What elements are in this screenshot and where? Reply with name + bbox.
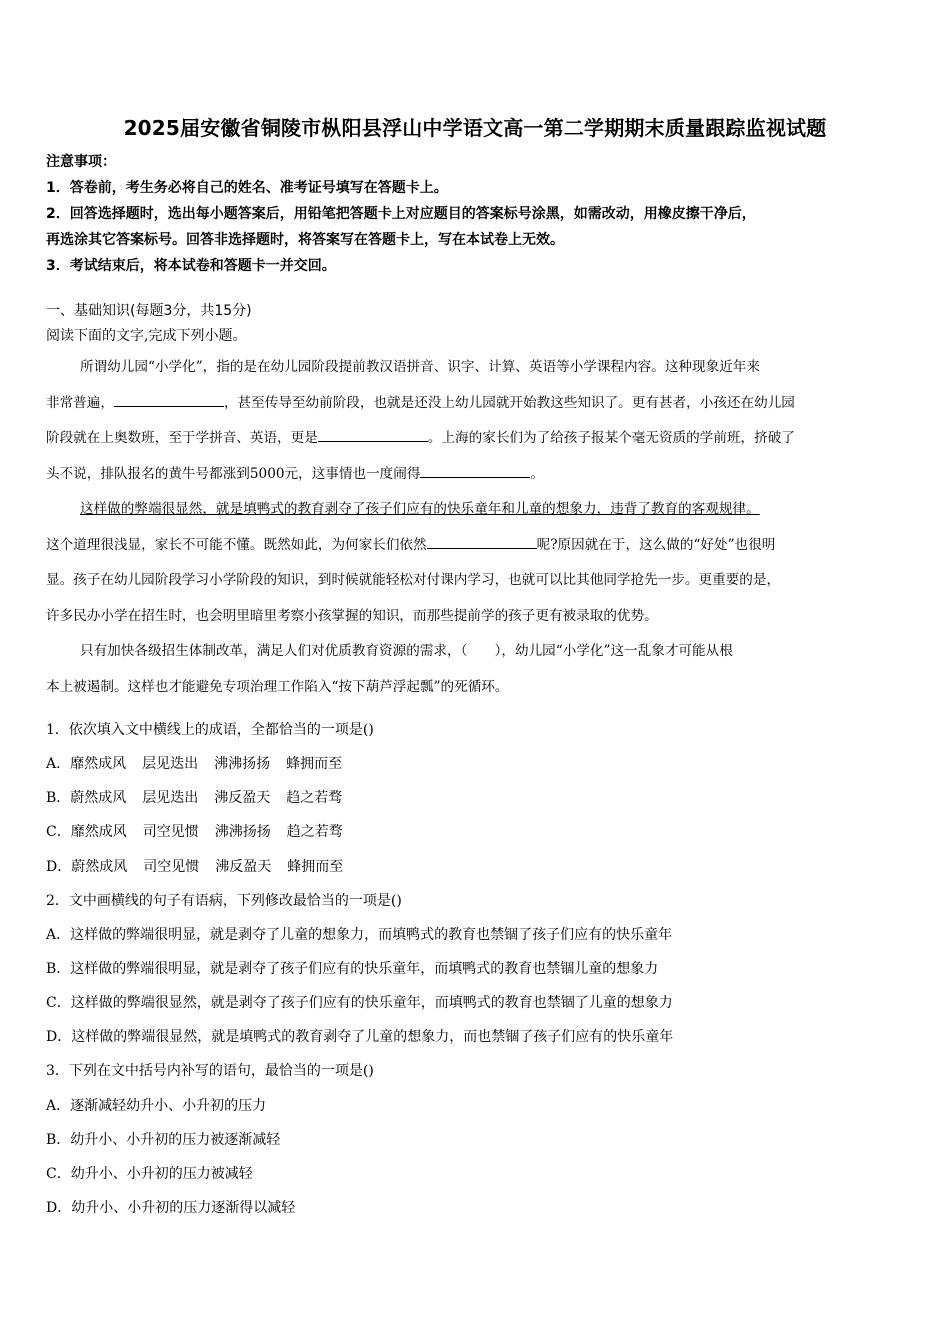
passage-text: 非常普遍， xyxy=(46,394,114,411)
option-part: 沸沸扬扬 xyxy=(214,756,271,772)
question-2-option-d xyxy=(46,1026,914,1048)
option-part: 蔚然成风 xyxy=(71,859,128,875)
option-part: 蜂拥而至 xyxy=(286,756,343,772)
option-text: 幼升小、小升初的压力被减轻 xyxy=(70,1166,253,1182)
underlined-sentence: 这样做的弊端很显然，就是填鸭式的教育剥夺了孩子们应有的快乐童年和儿童的想象力，违背了教育的客观规律。 xyxy=(80,501,760,517)
option-label: B． xyxy=(46,1132,71,1148)
section-heading: 一、基础知识(每题3分，共15分) xyxy=(46,303,252,319)
notice-block xyxy=(46,149,916,279)
question-1-option-d xyxy=(46,856,914,878)
option-part: 靡然成风 xyxy=(70,756,127,772)
fill-blank-1 xyxy=(114,392,224,407)
passage-line xyxy=(46,492,914,528)
question-3-option-d xyxy=(46,1197,914,1219)
passage-text: 。上海的家长们为了给孩子报某个毫无资质的学前班，挤破了 xyxy=(427,430,795,446)
question-1-stem: 1．依次填入文中横线上的成语，全都恰当的一项是() xyxy=(46,722,374,738)
option-part: 司空见惯 xyxy=(143,859,200,875)
passage-text: 阶段就在上奥数班，至于学拼音、英语，更是 xyxy=(46,430,318,446)
question-3-option-c xyxy=(46,1163,914,1185)
page-title: 2025届安徽省铜陵市枞阳县浮山中学语文高一第二学期期末质量跟踪监视试题 xyxy=(123,116,827,140)
option-label: C． xyxy=(46,995,71,1011)
passage-line: 所谓幼儿园“小学化”，指的是在幼儿园阶段提前教汉语拼音、识字、计算、英语等小学课程内容。这种现象近年来 xyxy=(80,359,760,375)
question-1-option-c xyxy=(46,821,914,843)
fill-blank-4 xyxy=(427,534,537,549)
option-label: B． xyxy=(46,961,71,977)
option-label: C． xyxy=(46,824,71,840)
option-part: 沸反盈天 xyxy=(214,790,271,806)
option-text: 这样做的弊端很明显，就是剥夺了孩子们应有的快乐童年，而填鸭式的教育也禁锢儿童的想象力 xyxy=(70,961,659,977)
option-label: D． xyxy=(46,1029,72,1045)
question-2-option-b xyxy=(46,958,914,980)
question-2-stem: 2．文中画横线的句子有语病，下列修改最恰当的一项是() xyxy=(46,893,402,909)
section-instruction: 阅读下面的文字,完成下列小题。 xyxy=(46,328,247,344)
option-text: 这样做的弊端很显然，就是填鸭式的教育剥夺了儿童的想象力，而也禁锢了孩子们应有的快乐童年 xyxy=(71,1029,674,1045)
question-1-option-b xyxy=(46,787,914,809)
passage xyxy=(46,350,914,705)
question-3-stem: 3．下列在文中括号内补写的语句，最恰当的一项是() xyxy=(46,1063,374,1079)
option-part: 趋之若骛 xyxy=(286,824,343,840)
question-3-option-a xyxy=(46,1095,914,1117)
passage-line: 本上被遏制。这样也才能避免专项治理工作陷入“按下葫芦浮起瓢”的死循环。 xyxy=(46,678,509,695)
option-label: A． xyxy=(46,756,71,772)
option-part: 沸沸扬扬 xyxy=(214,824,271,840)
notice-item-2-line-1: 2．回答选择题时，选出每小题答案后，用铅笔把答题卡上对应题目的答案标号涂黑，如需改动，用橡皮擦干净后， xyxy=(46,206,756,222)
notice-heading: 注意事项： xyxy=(46,154,116,170)
option-part: 靡然成风 xyxy=(70,824,127,840)
question-2-option-c xyxy=(46,992,914,1014)
notice-item-2-line-2: 再选涂其它答案标号。回答非选择题时，将答案写在答题卡上，写在本试卷上无效。 xyxy=(46,232,564,248)
option-text: 幼升小、小升初的压力被逐渐减轻 xyxy=(70,1132,281,1148)
passage-line: 许多民办小学在招生时，也会明里暗里考察小孩掌握的知识，而那些提前学的孩子更有被录取的优势。 xyxy=(46,607,658,624)
option-part: 蔚然成风 xyxy=(70,790,127,806)
option-text: 幼升小、小升初的压力逐渐得以减轻 xyxy=(71,1200,296,1216)
option-label: A． xyxy=(46,1098,71,1114)
fill-blank-3 xyxy=(420,463,530,478)
option-part: 司空见惯 xyxy=(142,824,199,840)
option-part: 沸反盈天 xyxy=(215,859,272,875)
option-label: B． xyxy=(46,790,71,806)
question-2-option-a xyxy=(46,924,914,946)
passage-line: 显。孩子在幼儿园阶段学习小学阶段的知识，到时候就能轻松对付课内学习，也就可以比其他同学抢先一步。更重要的是， xyxy=(46,572,781,588)
option-label: D． xyxy=(46,1200,72,1216)
passage-text: 。 xyxy=(530,465,545,482)
option-text: 逐渐减轻幼升小、小升初的压力 xyxy=(70,1098,267,1114)
passage-line xyxy=(46,457,914,493)
option-text: 这样做的弊端很显然，就是剥夺了孩子们应有的快乐童年，而填鸭式的教育也禁锢了儿童的想象力 xyxy=(70,995,673,1011)
question-3-option-b xyxy=(46,1129,914,1151)
option-part: 蜂拥而至 xyxy=(287,859,344,875)
notice-item-1: 1．答卷前，考生务必将自己的姓名、准考证号填写在答题卡上。 xyxy=(46,180,448,196)
passage-line xyxy=(46,386,914,422)
option-part: 层见迭出 xyxy=(142,790,199,806)
option-part: 趋之若骛 xyxy=(286,790,343,806)
option-text: 这样做的弊端很明显，就是剥夺了儿童的想象力，而填鸭式的教育也禁锢了孩子们应有的快乐童年 xyxy=(70,927,673,943)
passage-line xyxy=(46,421,914,457)
question-1-option-a xyxy=(46,753,914,775)
passage-text: 头不说，排队报名的黄牛号都涨到5000元，这事情也一度闹得 xyxy=(46,465,421,482)
notice-item-3: 3．考试结束后，将本试卷和答题卡一并交回。 xyxy=(46,258,336,274)
option-part: 层见迭出 xyxy=(142,756,199,772)
passage-text: ，甚至传导至幼前阶段，也就是还没上幼儿园就开始教这些知识了。更有甚者，小孩还在幼儿园 xyxy=(223,394,795,411)
passage-text: 呢?原因就在于，这么做的“好处”也很明 xyxy=(536,536,776,553)
passage-line: 只有加快各级招生体制改革，满足人们对优质教育资源的需求，（ ），幼儿园“小学化”这一乱象才可能从根 xyxy=(80,643,733,659)
passage-text: 这个道理很浅显，家长不可能不懂。既然如此，为何家长们依然 xyxy=(46,536,427,553)
option-label: A． xyxy=(46,927,71,943)
fill-blank-2 xyxy=(318,427,428,442)
passage-line xyxy=(46,528,914,564)
option-label: D． xyxy=(46,859,72,875)
option-label: C． xyxy=(46,1166,71,1182)
